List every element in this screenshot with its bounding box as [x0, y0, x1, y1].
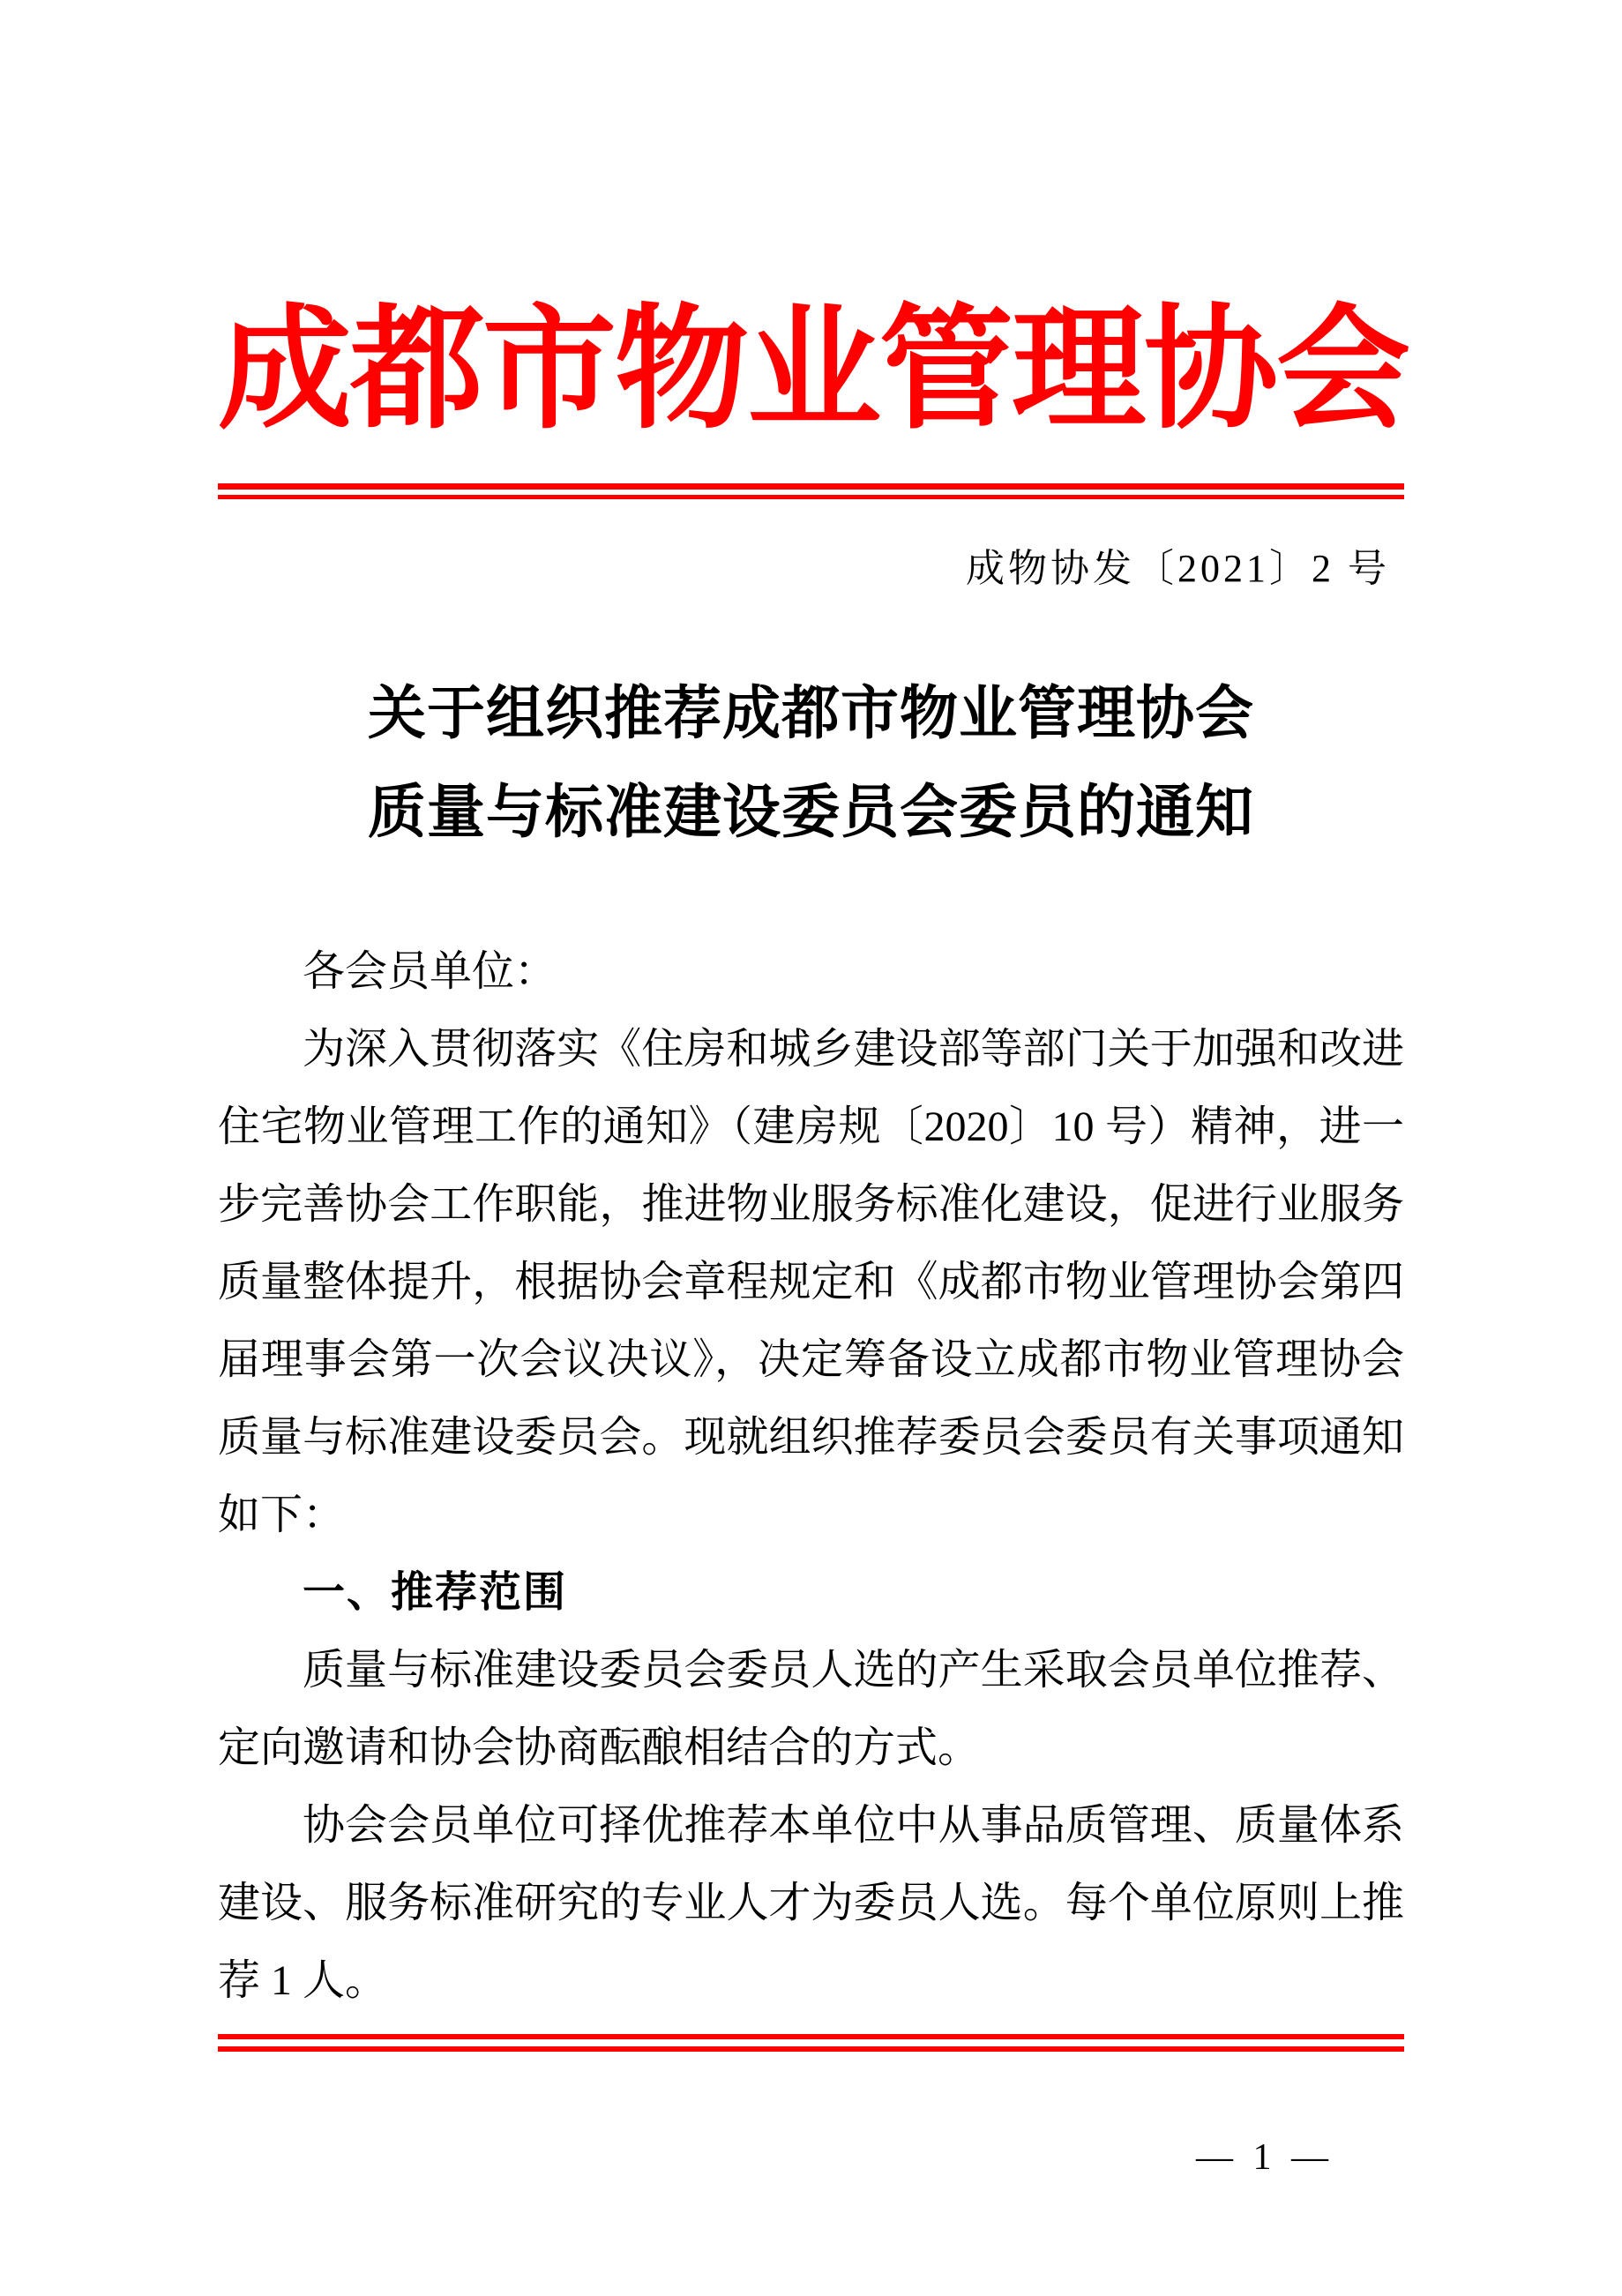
notice-body — [218, 933, 1404, 2020]
intro-paragraph: 为深入贯彻落实《住房和城乡建设部等部门关于加强和改进住宅物业管理工作的通知》（建房规〔2020〕10 号）精神，进一步完善协会工作职能，推进物业服务标准化建设，促进行业服务质量整体提升，根据协会章程规定和《成都市物业管理协会第四届理事会第一次会议决议》，决定筹备设立成都市物业管理协会质量与标准建设委员会。现就组织推荐委员会委员有关事项通知如下： — [218, 1026, 1404, 1538]
section1-paragraph1: 质量与标准建设委员会委员人选的产生采取会员单位推荐、定向邀请和协会协商酝酿相结合的方式。 — [218, 1647, 1404, 1771]
notice-title — [218, 665, 1404, 863]
masthead-org-name: 成都市物业管理协会 — [218, 296, 1409, 445]
footer-divider-line — [218, 2034, 1404, 2052]
notice-title-line1: 关于组织推荐成都市物业管理协会 — [368, 682, 1254, 746]
section1-heading: 一、推荐范围 — [303, 1569, 568, 1616]
section1-paragraph2: 协会会员单位可择优推荐本单位中从事品质管理、质量体系建设、服务标准研究的专业人才为委员人选。每个单位原则上推荐 1 人。 — [218, 1802, 1404, 2004]
masthead-divider-line — [218, 483, 1404, 499]
notice-title-line2: 质量与标准建设委员会委员的通知 — [368, 781, 1254, 845]
document-content — [218, 0, 1409, 2179]
page-number: — 1 — — [1196, 2137, 1334, 2178]
salutation: 各会员单位： — [303, 948, 557, 995]
document-number: 成物协发〔2021〕2 号 — [966, 547, 1390, 590]
